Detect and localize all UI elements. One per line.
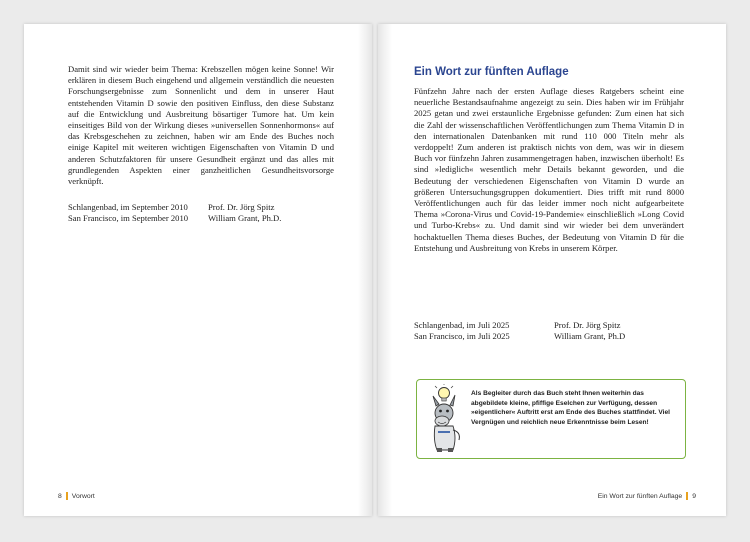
section-heading: Ein Wort zur fünften Auflage [414,66,569,78]
donkey-with-lightbulb-icon [423,384,469,454]
signature-block [414,320,625,342]
page-number: 8 [58,492,62,500]
page-footer [58,492,95,500]
signature-place: Schlangenbad, im Juli 2025 [414,320,510,330]
page-number: 9 [692,492,696,500]
right-page [378,24,726,516]
footer-bar [66,492,68,500]
footer-section: Ein Wort zur fünften Auflage [597,492,683,500]
page-footer [598,492,696,500]
signature-block [68,202,281,224]
callout-text: Als Begleiter durch das Buch steht Ihnen weiterhin das abgebildete kleine, pfiffige Eselchen zur Verfügung, dessen »eigentlicher« Auftritt erst am Ende des Buches stattfindet. Viel Vergnügen und reichlich neue Erkenntnisse beim Lesen! [471,390,670,426]
left-page [24,24,372,516]
info-callout-box [416,379,686,459]
signature-author: William Grant, Ph.D [554,331,626,342]
footer-section: Vorwort [71,492,95,500]
footer-bar [686,492,688,500]
gutter-shadow [378,24,392,516]
signature-place: Schlangenbad, im September 2010 [68,202,188,212]
signature-place: San Francisco, im Juli 2025 [414,331,510,342]
body-paragraph: Damit sind wir wieder beim Thema: Krebszellen mögen keine Sonne! Wir erklären in diesem Buch eingehend und allgemein verständlich die neuesten Forschungsergebnisse zum Sonnenlicht und dem in unserer Haut entstehenden Vitamin D sowie den positiven Einfluss, den diese Substanz auf die Entwicklung und Ausbreitung bösartiger Tumore hat. Um kein einseitiges Bild von der Wirkung dieses »universellen Sonnenhormons« auf das Krebsgeschehen zu zeichnen, haben wir am Ende des Buches noch einige Kapitel mit weiteren wichtigen Eigenschaften von Vitamin D und anderen Schutzfaktoren für unsere Gesundheit ergänzt und das alles mit grundlegenden Aspekten einer ganzheitlichen Gesundheitsvorsorge verknüpft. [68,64,334,187]
body-paragraph: Fünfzehn Jahre nach der ersten Auflage dieses Ratgebers scheint eine neuerliche Bestandsaufnahme angezeigt zu sein. Dies haben wir im Frühjahr 2025 getan und zwei erstaunliche Ergebnisse gefunden: Zum einen hat sich die Zahl der wissenschaftlichen Veröffentlichungen zum Thema Vitamin D in den internationalen Datenbanken mit rund 110 000 Titeln mehr als verdoppelt! Zum anderen ist praktisch nichts von dem, was wir in diesem Buch vor fünfzehn Jahren zusammengetragen haben, inzwischen überholt! Es sind »lediglich« wesentlich mehr Details bekannt geworden, und die Bedeutung der verschiedenen Eigenschaften von Vitamin D wurde an größeren Untersuchungsgruppen dokumentiert. Dies trifft mit rund 8000 Veröffentlichungen auch für das leider immer noch nicht aufgearbeitete Thema »Corona-Virus und Covid-19-Pandemie« einschließlich »Long Covid und Turbo-Krebs« zu. Und damit sind wir wieder bei dem unverändert hochaktuellen Thema dieses Buches, der Bedeutung von Vitamin D für die Entstehung und Ausbreitung von Krebs in unserem Körper. [414,86,684,253]
signature-author: Prof. Dr. Jörg Spitz [208,202,275,212]
signature-author: Prof. Dr. Jörg Spitz [554,320,621,330]
signature-author: William Grant, Ph.D. [208,213,282,224]
signature-place: San Francisco, im September 2010 [68,213,189,224]
gutter-shadow [358,24,372,516]
